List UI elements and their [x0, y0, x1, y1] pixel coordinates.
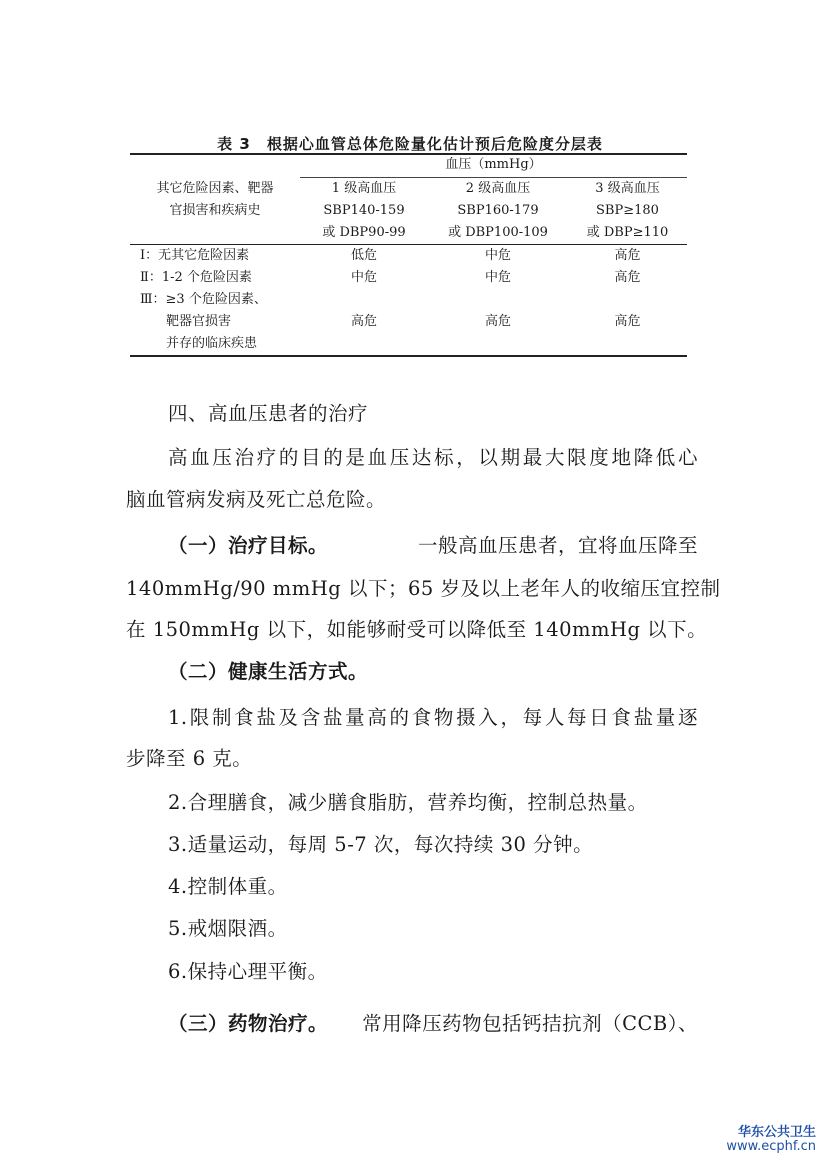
grade-label: 1 级高血压 — [331, 181, 397, 196]
risk-row-label: Ⅰ：无其它危险因素 — [140, 248, 250, 263]
list-item: 5.戒烟限酒。 — [168, 917, 288, 940]
list-item: 6.保持心理平衡。 — [168, 960, 328, 983]
list-item: 2.合理膳食，减少膳食脂肪，营养均衡，控制总热量。 — [168, 791, 648, 814]
sbp-range: SBP160-179 — [457, 203, 539, 218]
column-header-3 — [568, 178, 687, 244]
paragraph-line: 脑血管病发病及死亡总危险。 — [126, 488, 387, 511]
risk-cell: 中危 — [484, 248, 511, 263]
paragraph-line: 在 150mmHg 以下，如能够耐受可以降低至 140mmHg 以下。 — [126, 618, 708, 641]
table-caption: 表 3 根据心血管总体危险量化估计预后危险度分层表 — [217, 135, 603, 153]
subsection-title: （二）健康生活方式。 — [168, 660, 369, 683]
paragraph-line — [168, 1009, 698, 1039]
column-header-2 — [428, 178, 568, 244]
paragraph-line: 高血压治疗的目的是血压达标，以期最大限度地降低心 — [168, 446, 698, 469]
risk-cell: 高危 — [614, 248, 641, 263]
grade-label: 3 级高血压 — [595, 181, 660, 196]
column-header-1 — [300, 178, 428, 244]
risk-cell: 高危 — [484, 314, 511, 329]
sbp-range: SBP≥180 — [596, 203, 659, 218]
subsection-title: （一）治疗目标。 — [168, 534, 329, 557]
list-item: 4.控制体重。 — [168, 875, 288, 898]
risk-cell: 高危 — [350, 314, 377, 329]
dbp-range: 或 DBP≥110 — [586, 225, 669, 240]
risk-cell: 高危 — [614, 270, 641, 285]
risk-row-label-line: 并存的临床疾患 — [140, 336, 258, 351]
list-item: 1.限制食盐及含盐量高的食物摄入，每人每日食盐量逐 — [168, 706, 698, 729]
list-item: 步降至 6 克。 — [126, 747, 253, 770]
list-item: 3.适量运动，每周 5-7 次，每次持续 30 分钟。 — [168, 833, 594, 856]
bp-header: 血压（mmHg） — [445, 157, 542, 172]
watermark-url[interactable]: www.ecphf.cn — [726, 1139, 816, 1154]
dbp-range: 或 DBP100-109 — [448, 225, 548, 240]
subsection-title: （三）药物治疗。 — [168, 1012, 329, 1035]
risk-cell: 中危 — [350, 270, 377, 285]
row-header-line: 官损害和疾病史 — [169, 203, 261, 218]
risk-cell: 高危 — [614, 314, 641, 329]
row-header-line: 其它危险因素、靶器 — [156, 181, 274, 196]
risk-row-label — [140, 289, 267, 355]
table-bottom-rule — [130, 355, 687, 357]
sbp-range: SBP140-159 — [323, 203, 405, 218]
section-heading: 四、高血压患者的治疗 — [168, 402, 369, 425]
paragraph-text: 常用降压药物包括钙拮抗剂（CCB）、 — [362, 1012, 698, 1035]
risk-row-label-line: 靶器官损害 — [140, 314, 232, 329]
risk-row-label-line: Ⅲ：≥3 个危险因素、 — [140, 292, 267, 307]
watermark-name: 华东公共卫生 — [737, 1125, 816, 1140]
grade-label: 2 级高血压 — [465, 181, 531, 196]
paragraph-text: 一般高血压患者，宜将血压降至 — [417, 534, 698, 557]
paragraph-line — [168, 531, 698, 561]
row-header — [130, 178, 300, 222]
risk-cell: 中危 — [484, 270, 511, 285]
risk-cell: 低危 — [350, 248, 377, 263]
dbp-range: 或 DBP90-99 — [322, 225, 406, 240]
risk-row-label: Ⅱ：1-2 个危险因素 — [140, 270, 252, 285]
paragraph-line: 140mmHg/90 mmHg 以下；65 岁及以上老年人的收缩压宜控制 — [126, 577, 721, 600]
